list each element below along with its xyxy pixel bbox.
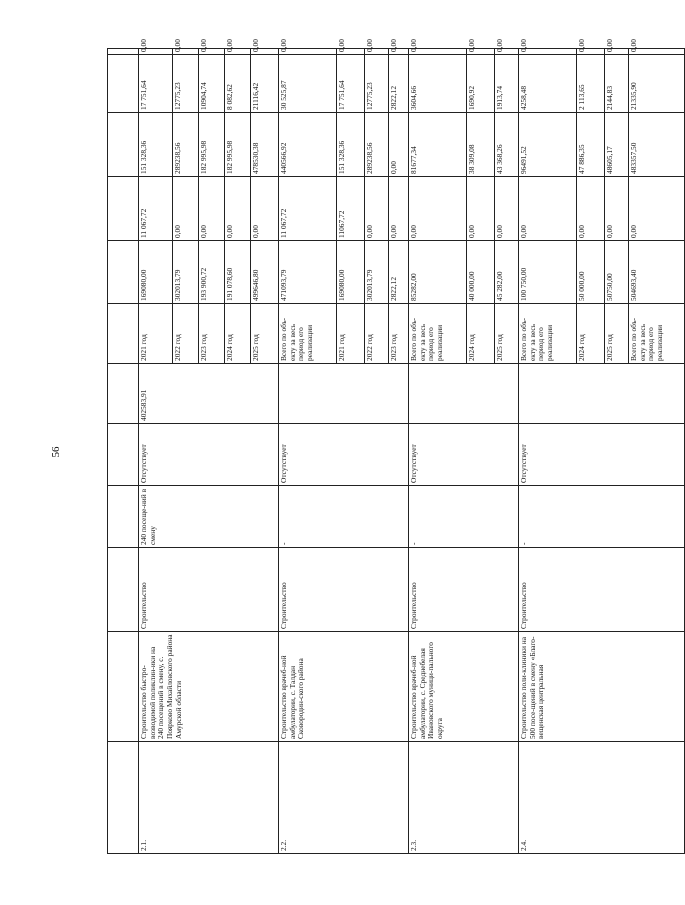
header-cell: [108, 49, 139, 55]
documentation-cell: Отсутствует: [139, 424, 279, 486]
amount-cell: 0,00: [467, 49, 495, 55]
period-cell: 2021 год: [337, 304, 365, 364]
amount-cell: 30 525,87: [279, 55, 337, 113]
period-cell: 2025 год: [495, 304, 519, 364]
period-cell: 2024 год: [467, 304, 495, 364]
capacity-cell: -: [519, 486, 685, 548]
period-cell: 2021 год: [139, 304, 173, 364]
amount-cell: 483357,50: [629, 113, 685, 177]
capacity-cell: 240 посеще-ний в смену: [139, 486, 279, 548]
amount-cell: 43 368,26: [495, 113, 519, 177]
item-number-cell: 2.3.: [409, 742, 519, 854]
amount-cell: 1690,92: [467, 55, 495, 113]
documentation-cell: Отсутствует: [519, 424, 685, 486]
period-cell: Всего по объ-екту за весь период его реализации: [629, 304, 685, 364]
table-row: [279, 49, 337, 854]
amount-cell: 0,00: [495, 49, 519, 55]
amount-cell: 0,00: [365, 177, 389, 241]
amount-cell: 21116,42: [251, 55, 279, 113]
capacity-cell: -: [409, 486, 519, 548]
amount-cell: 0,00: [409, 177, 467, 241]
estimated-cost-cell: [409, 364, 519, 424]
amount-cell: 2822,12: [389, 55, 409, 113]
amount-cell: 47 886,35: [577, 113, 605, 177]
amount-cell: 0,00: [199, 177, 225, 241]
header-cell: [108, 424, 139, 486]
period-cell: Всего по объ-екту за весь период его реализации: [519, 304, 577, 364]
amount-cell: 0,00: [337, 49, 365, 55]
estimated-cost-cell: 402583,91: [139, 364, 279, 424]
amount-cell: 169080,00: [337, 241, 365, 304]
header-cell: [108, 177, 139, 241]
amount-cell: 10904,74: [199, 55, 225, 113]
amount-cell: 151 328,36: [337, 113, 365, 177]
period-cell: 2023 год: [389, 304, 409, 364]
documentation-cell: Отсутствует: [409, 424, 519, 486]
amount-cell: 0,00: [409, 49, 467, 55]
amount-cell: 182 995,98: [199, 113, 225, 177]
amount-cell: 478530,38: [251, 113, 279, 177]
amount-cell: 4258,48: [519, 55, 577, 113]
amount-cell: 1913,74: [495, 55, 519, 113]
amount-cell: 0,00: [225, 177, 251, 241]
amount-cell: 0,00: [279, 49, 337, 55]
estimated-cost-cell: [279, 364, 409, 424]
amount-cell: 50 000,00: [577, 241, 605, 304]
amount-cell: 302013,79: [173, 241, 199, 304]
amount-cell: 302013,79: [365, 241, 389, 304]
amount-cell: 96491,52: [519, 113, 577, 177]
amount-cell: 289238,56: [365, 113, 389, 177]
amount-cell: 289238,56: [173, 113, 199, 177]
header-cell: [108, 742, 139, 854]
amount-cell: 182 995,98: [225, 113, 251, 177]
work-type-cell: Строительство: [409, 548, 519, 632]
header-cell: [108, 364, 139, 424]
amount-cell: 0,00: [251, 177, 279, 241]
amount-cell: 85282,00: [409, 241, 467, 304]
table-row: [139, 49, 173, 854]
amount-cell: 12775,23: [365, 55, 389, 113]
page-number: 56: [50, 446, 62, 458]
capacity-cell: -: [279, 486, 409, 548]
amount-cell: 0,00: [365, 49, 389, 55]
amount-cell: 11 067,72: [139, 177, 173, 241]
amount-cell: 2822,12: [389, 241, 409, 304]
header-cell: [108, 548, 139, 632]
amount-cell: 0,00: [225, 49, 251, 55]
work-type-cell: Строительство: [279, 548, 409, 632]
amount-cell: 11 067,72: [279, 177, 337, 241]
item-number-cell: 2.1.: [139, 742, 279, 854]
amount-cell: 499646,80: [251, 241, 279, 304]
amount-cell: 193 900,72: [199, 241, 225, 304]
header-cell: [108, 304, 139, 364]
amount-cell: 0,00: [577, 49, 605, 55]
amount-cell: 2 113,65: [577, 55, 605, 113]
amount-cell: 12775,23: [173, 55, 199, 113]
amount-cell: 0,00: [173, 49, 199, 55]
amount-cell: 0,00: [519, 49, 577, 55]
amount-cell: 0,00: [605, 177, 629, 241]
object-name-cell: Строительство врачеб-ной амбулатории, с. Среднебелая Ивановского муници-пального округа: [409, 632, 519, 742]
period-cell: 2022 год: [365, 304, 389, 364]
header-cell: [108, 113, 139, 177]
period-cell: Всего по объ-екту за весь период его реализации: [409, 304, 467, 364]
amount-cell: 40 000,00: [467, 241, 495, 304]
amount-cell: 48605,17: [605, 113, 629, 177]
object-name-cell: Строительство поли-клиники на 500 посе-щений в смену «Благо-вещенская центральная: [519, 632, 685, 742]
amount-cell: 0,00: [199, 49, 225, 55]
investment-table: [107, 39, 685, 854]
header-cell: [108, 241, 139, 304]
period-cell: 2025 год: [251, 304, 279, 364]
object-name-cell: Строительство врачеб-ной амбулатории, с. Талдан Сковородин-ского района: [279, 632, 409, 742]
period-cell: 2024 год: [577, 304, 605, 364]
period-cell: 2025 год: [605, 304, 629, 364]
amount-cell: 21335,90: [629, 55, 685, 113]
table-row: [519, 49, 577, 854]
amount-cell: 8 082,62: [225, 55, 251, 113]
amount-cell: 0,00: [173, 177, 199, 241]
amount-cell: 0,00: [629, 177, 685, 241]
header-strip-row: [108, 49, 139, 854]
amount-cell: 504693,40: [629, 241, 685, 304]
header-cell: [108, 632, 139, 742]
object-name-cell: Строительство быстро-возводимой поликлин-ики на 240 посещений в смену, с. Поярково Михайловского района Амурской области: [139, 632, 279, 742]
amount-cell: 191 078,60: [225, 241, 251, 304]
documentation-cell: Отсутствует: [279, 424, 409, 486]
table-body: [108, 39, 685, 854]
amount-cell: 2144,83: [605, 55, 629, 113]
amount-cell: 0,00: [139, 49, 173, 55]
amount-cell: 0,00: [389, 113, 409, 177]
item-number-cell: 2.2.: [279, 742, 409, 854]
amount-cell: 81677,34: [409, 113, 467, 177]
amount-cell: 0,00: [577, 177, 605, 241]
table-row: [409, 49, 467, 854]
work-type-cell: Строительство: [519, 548, 685, 632]
amount-cell: 0,00: [251, 49, 279, 55]
amount-cell: 471093,79: [279, 241, 337, 304]
amount-cell: 11067,72: [337, 177, 365, 241]
amount-cell: 0,00: [467, 177, 495, 241]
amount-cell: 169080,00: [139, 241, 173, 304]
amount-cell: 0,00: [389, 49, 409, 55]
period-cell: 2023 год: [199, 304, 225, 364]
period-cell: 2022 год: [173, 304, 199, 364]
amount-cell: 151 328,36: [139, 113, 173, 177]
amount-cell: 0,00: [605, 49, 629, 55]
amount-cell: 0,00: [519, 177, 577, 241]
amount-cell: 100 750,00: [519, 241, 577, 304]
amount-cell: 45 282,00: [495, 241, 519, 304]
rotated-table-wrapper: [107, 39, 665, 854]
amount-cell: 17 751,64: [337, 55, 365, 113]
period-cell: 2024 год: [225, 304, 251, 364]
amount-cell: 0,00: [495, 177, 519, 241]
amount-cell: 17 751,64: [139, 55, 173, 113]
amount-cell: 3604,66: [409, 55, 467, 113]
header-cell: [108, 486, 139, 548]
amount-cell: 38 309,08: [467, 113, 495, 177]
work-type-cell: Строительство: [139, 548, 279, 632]
header-cell: [108, 55, 139, 113]
amount-cell: 0,00: [389, 177, 409, 241]
amount-cell: 50750,00: [605, 241, 629, 304]
item-number-cell: 2.4.: [519, 742, 685, 854]
period-cell: Всего по объ-екту за весь период его реализации: [279, 304, 337, 364]
amount-cell: 0,00: [629, 49, 685, 55]
estimated-cost-cell: [519, 364, 685, 424]
amount-cell: 440566,92: [279, 113, 337, 177]
